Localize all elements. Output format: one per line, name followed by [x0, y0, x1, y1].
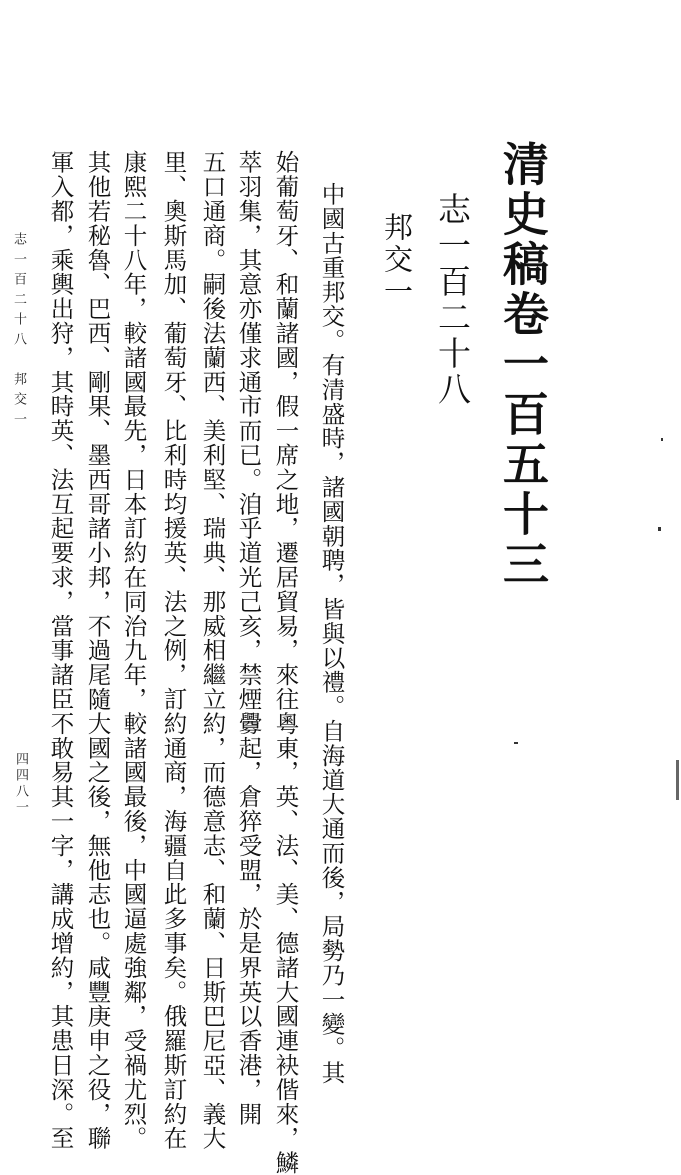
section-title: 邦交一 [380, 212, 414, 308]
scan-speck [676, 760, 679, 800]
scan-speck [661, 438, 663, 441]
zhi-subtitle: 志一百二十八 [433, 192, 472, 408]
body-column-4: 五口通商。嗣後法蘭西、美利堅、瑞典、那威相繼立約，而德意志、和蘭、日斯巴尼亞、義大 [198, 150, 227, 1151]
body-column-1: 中國古重邦交。有清盛時，諸國朝聘，皆與以禮。自海道大通而後，局勢乃一變。其 [317, 182, 346, 1085]
margin-section-label: 志一百二十八 邦交一 [11, 232, 26, 432]
body-column-8: 軍入都，乘輿出狩，其時英、法互起要求，當事諸臣不敢易其一字，講成增約，其患日深。至 [46, 150, 75, 1151]
volume-title: 清史稿卷一百五十三 [496, 140, 550, 590]
body-column-6: 康熙二十八年，較諸國最先，日本訂約在同治九年，較諸國最後，中國逼處強鄰，受禍尤烈。 [119, 150, 148, 1151]
scan-speck [514, 742, 518, 744]
body-column-2: 始葡萄牙、和蘭諸國，假一席之地，遷居貿易，來往粵東，英、法、美、德諸大國連袂偕來，鱗 [271, 150, 300, 1175]
page-number: 四四八一 [13, 752, 28, 816]
body-column-3: 萃羽集，其意亦僅求通市而已。洎乎道光己亥，禁煙釁起，倉猝受盟，於是界英以香港，開 [234, 150, 263, 1126]
body-column-5: 里、奧斯馬加、葡萄牙、比利時均援英、法之例，訂約通商，海疆自此多事矣。俄羅斯訂約在 [159, 150, 188, 1151]
scan-speck [658, 527, 661, 531]
body-column-7: 其他若秘魯、巴西、剛果、墨西哥諸小邦，不過尾隨大國之後，無他志也。咸豐庚申之役，聯 [83, 150, 112, 1151]
